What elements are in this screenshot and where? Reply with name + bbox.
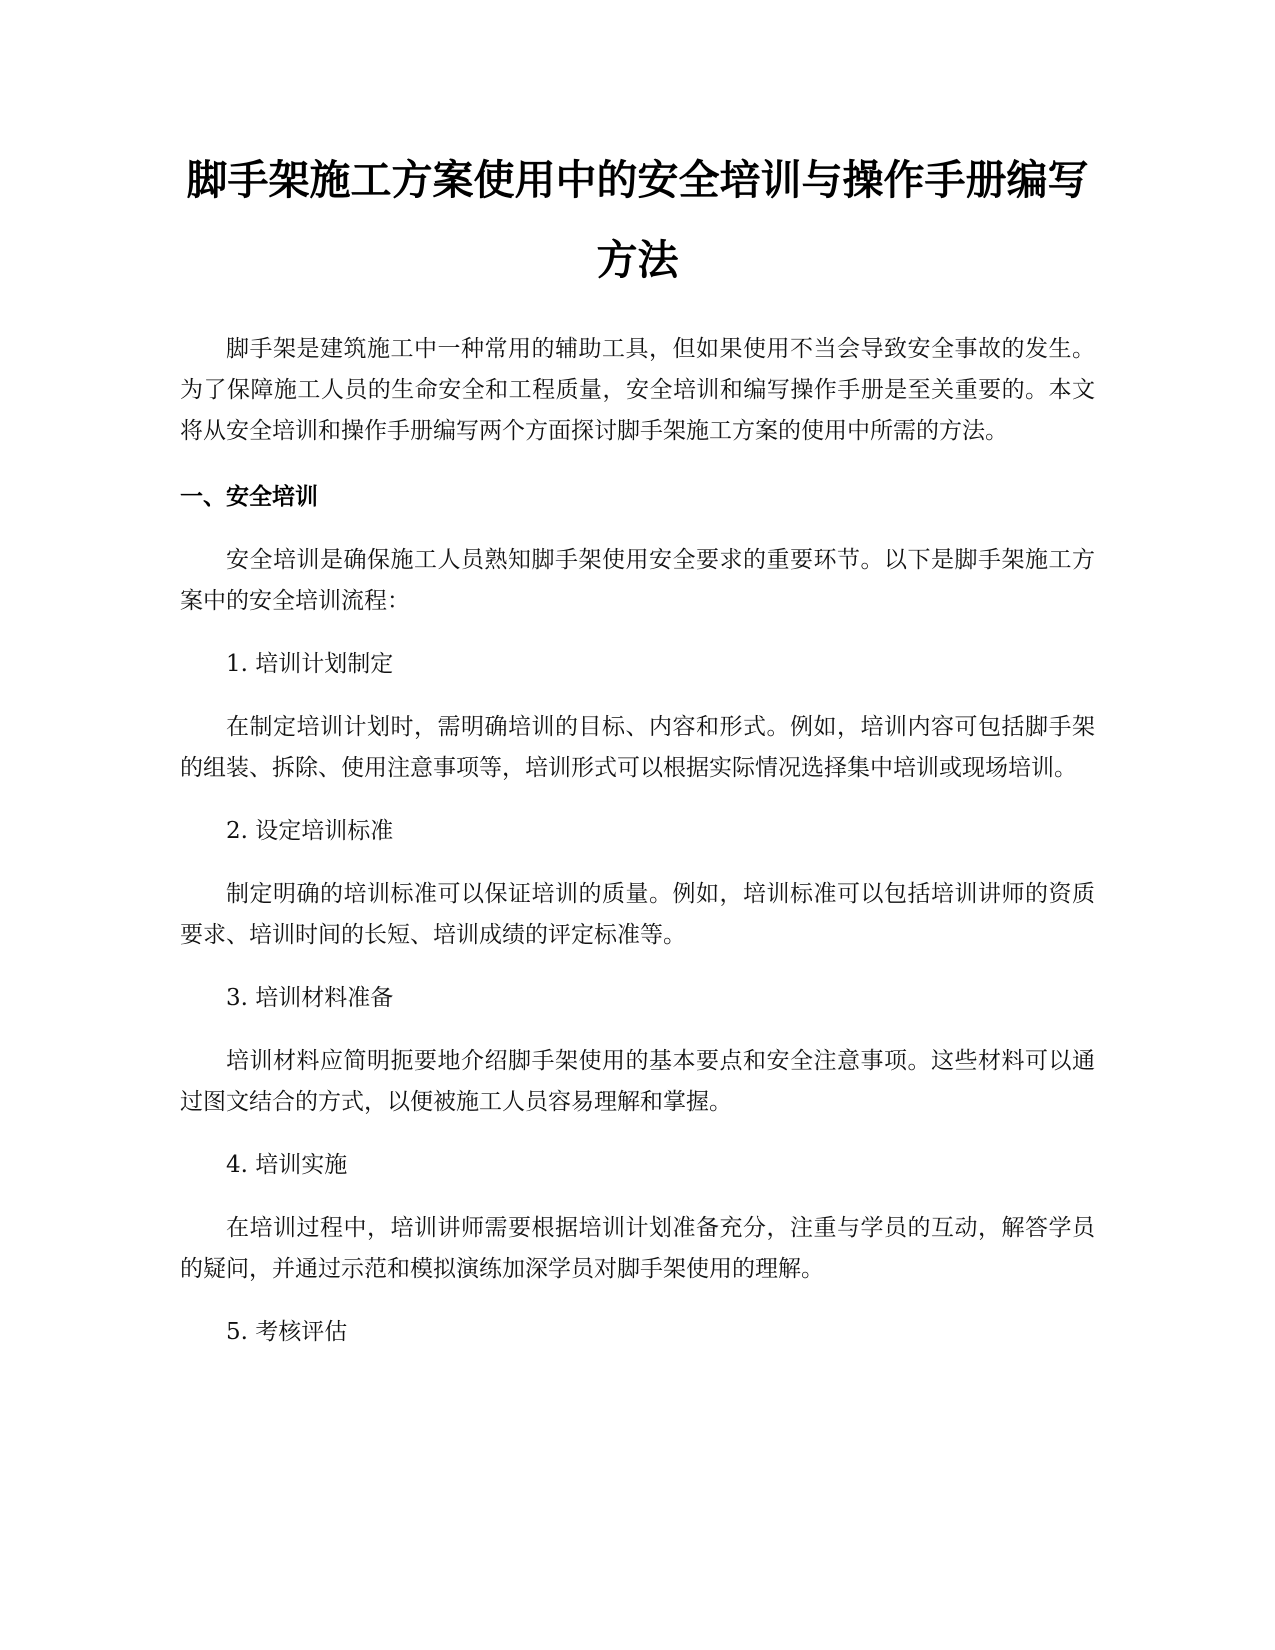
section-intro-paragraph: 安全培训是确保施工人员熟知脚手架使用安全要求的重要环节。以下是脚手架施工方案中的安全培训流程： [180, 547, 1095, 614]
step-label-2: 2. 设定培训标准 [226, 818, 394, 844]
document-page [180, 140, 1095, 1353]
document-title: 脚手架施工方案使用中的安全培训与操作手册编写方法 [186, 156, 1089, 284]
step-label-5: 5. 考核评估 [226, 1319, 348, 1345]
step-paragraph-1: 在制定培训计划时，需明确培训的目标、内容和形式。例如，培训内容可包括脚手架的组装、拆除、使用注意事项等，培训形式可以根据实际情况选择集中培训或现场培训。 [180, 714, 1095, 781]
step-paragraph-4: 在培训过程中，培训讲师需要根据培训计划准备充分，注重与学员的互动，解答学员的疑问，并通过示范和模拟演练加深学员对脚手架使用的理解。 [180, 1215, 1095, 1282]
step-paragraph-3: 培训材料应简明扼要地介绍脚手架使用的基本要点和安全注意事项。这些材料可以通过图文结合的方式，以便被施工人员容易理解和掌握。 [180, 1048, 1095, 1115]
section-heading-safety-training: 一、安全培训 [180, 484, 318, 510]
step-paragraph-2: 制定明确的培训标准可以保证培训的质量。例如，培训标准可以包括培训讲师的资质要求、培训时间的长短、培训成绩的评定标准等。 [180, 881, 1095, 948]
intro-paragraph: 脚手架是建筑施工中一种常用的辅助工具，但如果使用不当会导致安全事故的发生。为了保障施工人员的生命安全和工程质量，安全培训和编写操作手册是至关重要的。本文将从安全培训和操作手册编写两个方面探讨脚手架施工方案的使用中所需的方法。 [180, 336, 1095, 444]
step-label-3: 3. 培训材料准备 [226, 985, 394, 1011]
step-label-4: 4. 培训实施 [226, 1152, 348, 1178]
step-label-1: 1. 培训计划制定 [226, 651, 394, 677]
